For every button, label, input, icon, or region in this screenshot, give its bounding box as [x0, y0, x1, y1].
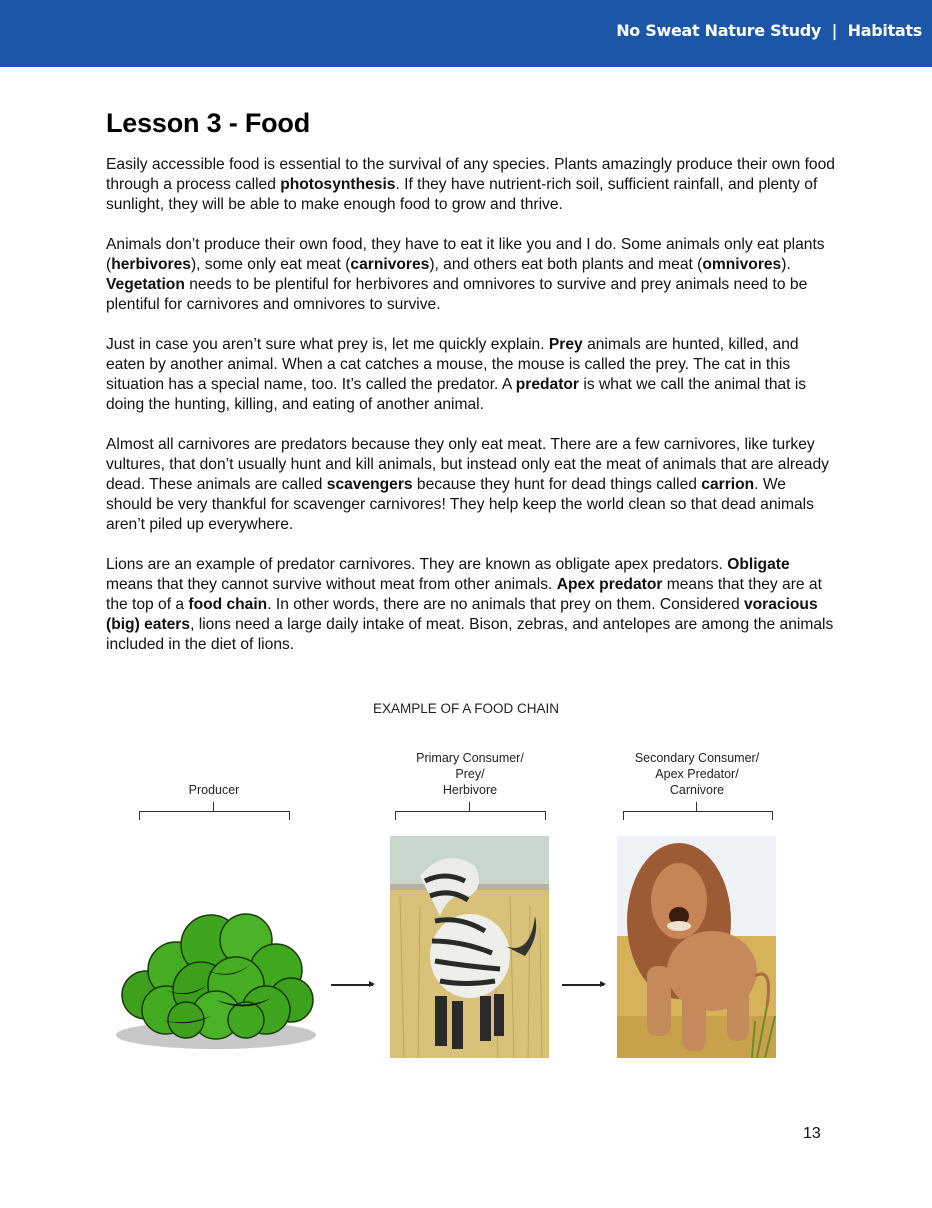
- paragraph: [106, 235, 836, 315]
- text-run: . If they have nutrient-rich soil, sufficient rainfall, and plenty of sunlight, they will be able to make enough food to grow and thrive.: [106, 176, 818, 213]
- label-line: Herbivore: [442, 783, 498, 797]
- lesson-content: [106, 108, 836, 675]
- text-run: . In other words, there are no animals that prey on them. Considered: [267, 596, 744, 613]
- label-line: Carnivore: [669, 783, 725, 797]
- text-run: needs to be plentiful for herbivores and omnivores to survive and prey animals need to be plentiful for carnivores and omnivores to survive.: [106, 276, 808, 313]
- level-label-producer: [139, 782, 289, 798]
- bold-term: carnivores: [350, 256, 430, 273]
- text-run: ), some only eat meat (: [190, 256, 351, 273]
- text-run: Animals don’t produce their own food, they have to eat it like you and I do. Some animals only eat plants (: [106, 236, 825, 273]
- bold-term: Prey: [548, 336, 583, 353]
- bracket-stem: [213, 802, 214, 812]
- lion-illustration: [617, 836, 776, 1058]
- paragraph: [106, 155, 836, 215]
- text-run: , lions need a large daily intake of meat. Bison, zebras, and antelopes are among the animals included in the diet of lions.: [106, 616, 834, 653]
- text-run: . We should be very thankful for scavenger carnivores! They help keep the world clean so that dead animals aren’t piled up everywhere.: [106, 476, 814, 533]
- lesson-title: Lesson 3 - Food: [106, 108, 311, 138]
- bold-term: Obligate: [727, 556, 790, 573]
- label-line: Primary Consumer/: [416, 751, 524, 765]
- label-line: Apex Predator/: [655, 767, 739, 781]
- level-label-secondary-consumer: [612, 750, 782, 798]
- bracket-secondary-consumer: [623, 811, 773, 820]
- arrow-right-icon: [562, 984, 604, 986]
- text-run: ), and others eat both plants and meat (: [429, 256, 703, 273]
- bracket-stem: [469, 802, 470, 812]
- text-run: Lions are an example of predator carnivores. They are known as obligate apex predators.: [106, 556, 728, 573]
- bold-term: photosynthesis: [280, 176, 396, 193]
- text-run: because they hunt for dead things called: [412, 476, 702, 493]
- arrow-right-icon: [331, 984, 373, 986]
- figure-title: EXAMPLE OF A FOOD CHAIN: [372, 701, 560, 716]
- text-run: means that they are at the top of a: [106, 576, 822, 613]
- label-line: Secondary Consumer/: [634, 751, 760, 765]
- page-number: 13: [803, 1125, 821, 1142]
- bold-term: voracious (big) eaters: [106, 596, 818, 633]
- text-run: Just in case you aren’t sure what prey is, let me quickly explain.: [106, 336, 549, 353]
- bracket-primary-consumer: [395, 811, 546, 820]
- label-line: Producer: [188, 783, 240, 797]
- bracket-stem: [696, 802, 697, 812]
- bold-term: Apex predator: [556, 576, 663, 593]
- text-run: Almost all carnivores are predators because they only eat meat. There are a few carnivores, like turkey vultures, that don’t usually hunt and kill animals, but instead only eat the meat of animals that are already dead. These animals are called: [106, 436, 829, 493]
- bold-term: carrion: [701, 476, 755, 493]
- bold-term: omnivores: [702, 256, 782, 273]
- shrub-illustration: [106, 895, 331, 1055]
- text-run: means that they cannot survive without meat from other animals.: [106, 576, 557, 593]
- text-run: animals are hunted, killed, and eaten by another animal. When a cat catches a mouse, the mouse is called the prey. The cat in this situation has a special name, too. It’s called the predator. A: [106, 336, 799, 393]
- bold-term: predator: [515, 376, 580, 393]
- text-run: is what we call the animal that is doing the hunting, killing, and eating of another animal.: [106, 376, 807, 413]
- bracket-producer: [139, 811, 290, 820]
- level-label-primary-consumer: [390, 750, 550, 798]
- text-run: Easily accessible food is essential to the survival of any species. Plants amazingly produce their own food through a process called: [106, 156, 835, 193]
- label-line: Prey/: [455, 767, 485, 781]
- paragraph: [106, 335, 836, 415]
- paragraph: [106, 435, 836, 535]
- header-title: No Sweat Nature Study | Habitats: [616, 21, 922, 40]
- bold-term: Vegetation: [106, 276, 185, 293]
- zebra-illustration: [390, 836, 549, 1058]
- header-band: [0, 0, 932, 67]
- bold-term: scavengers: [326, 476, 413, 493]
- text-run: ).: [781, 256, 791, 273]
- paragraph: [106, 555, 836, 655]
- bold-term: herbivores: [111, 256, 191, 273]
- bold-term: food chain: [188, 596, 268, 613]
